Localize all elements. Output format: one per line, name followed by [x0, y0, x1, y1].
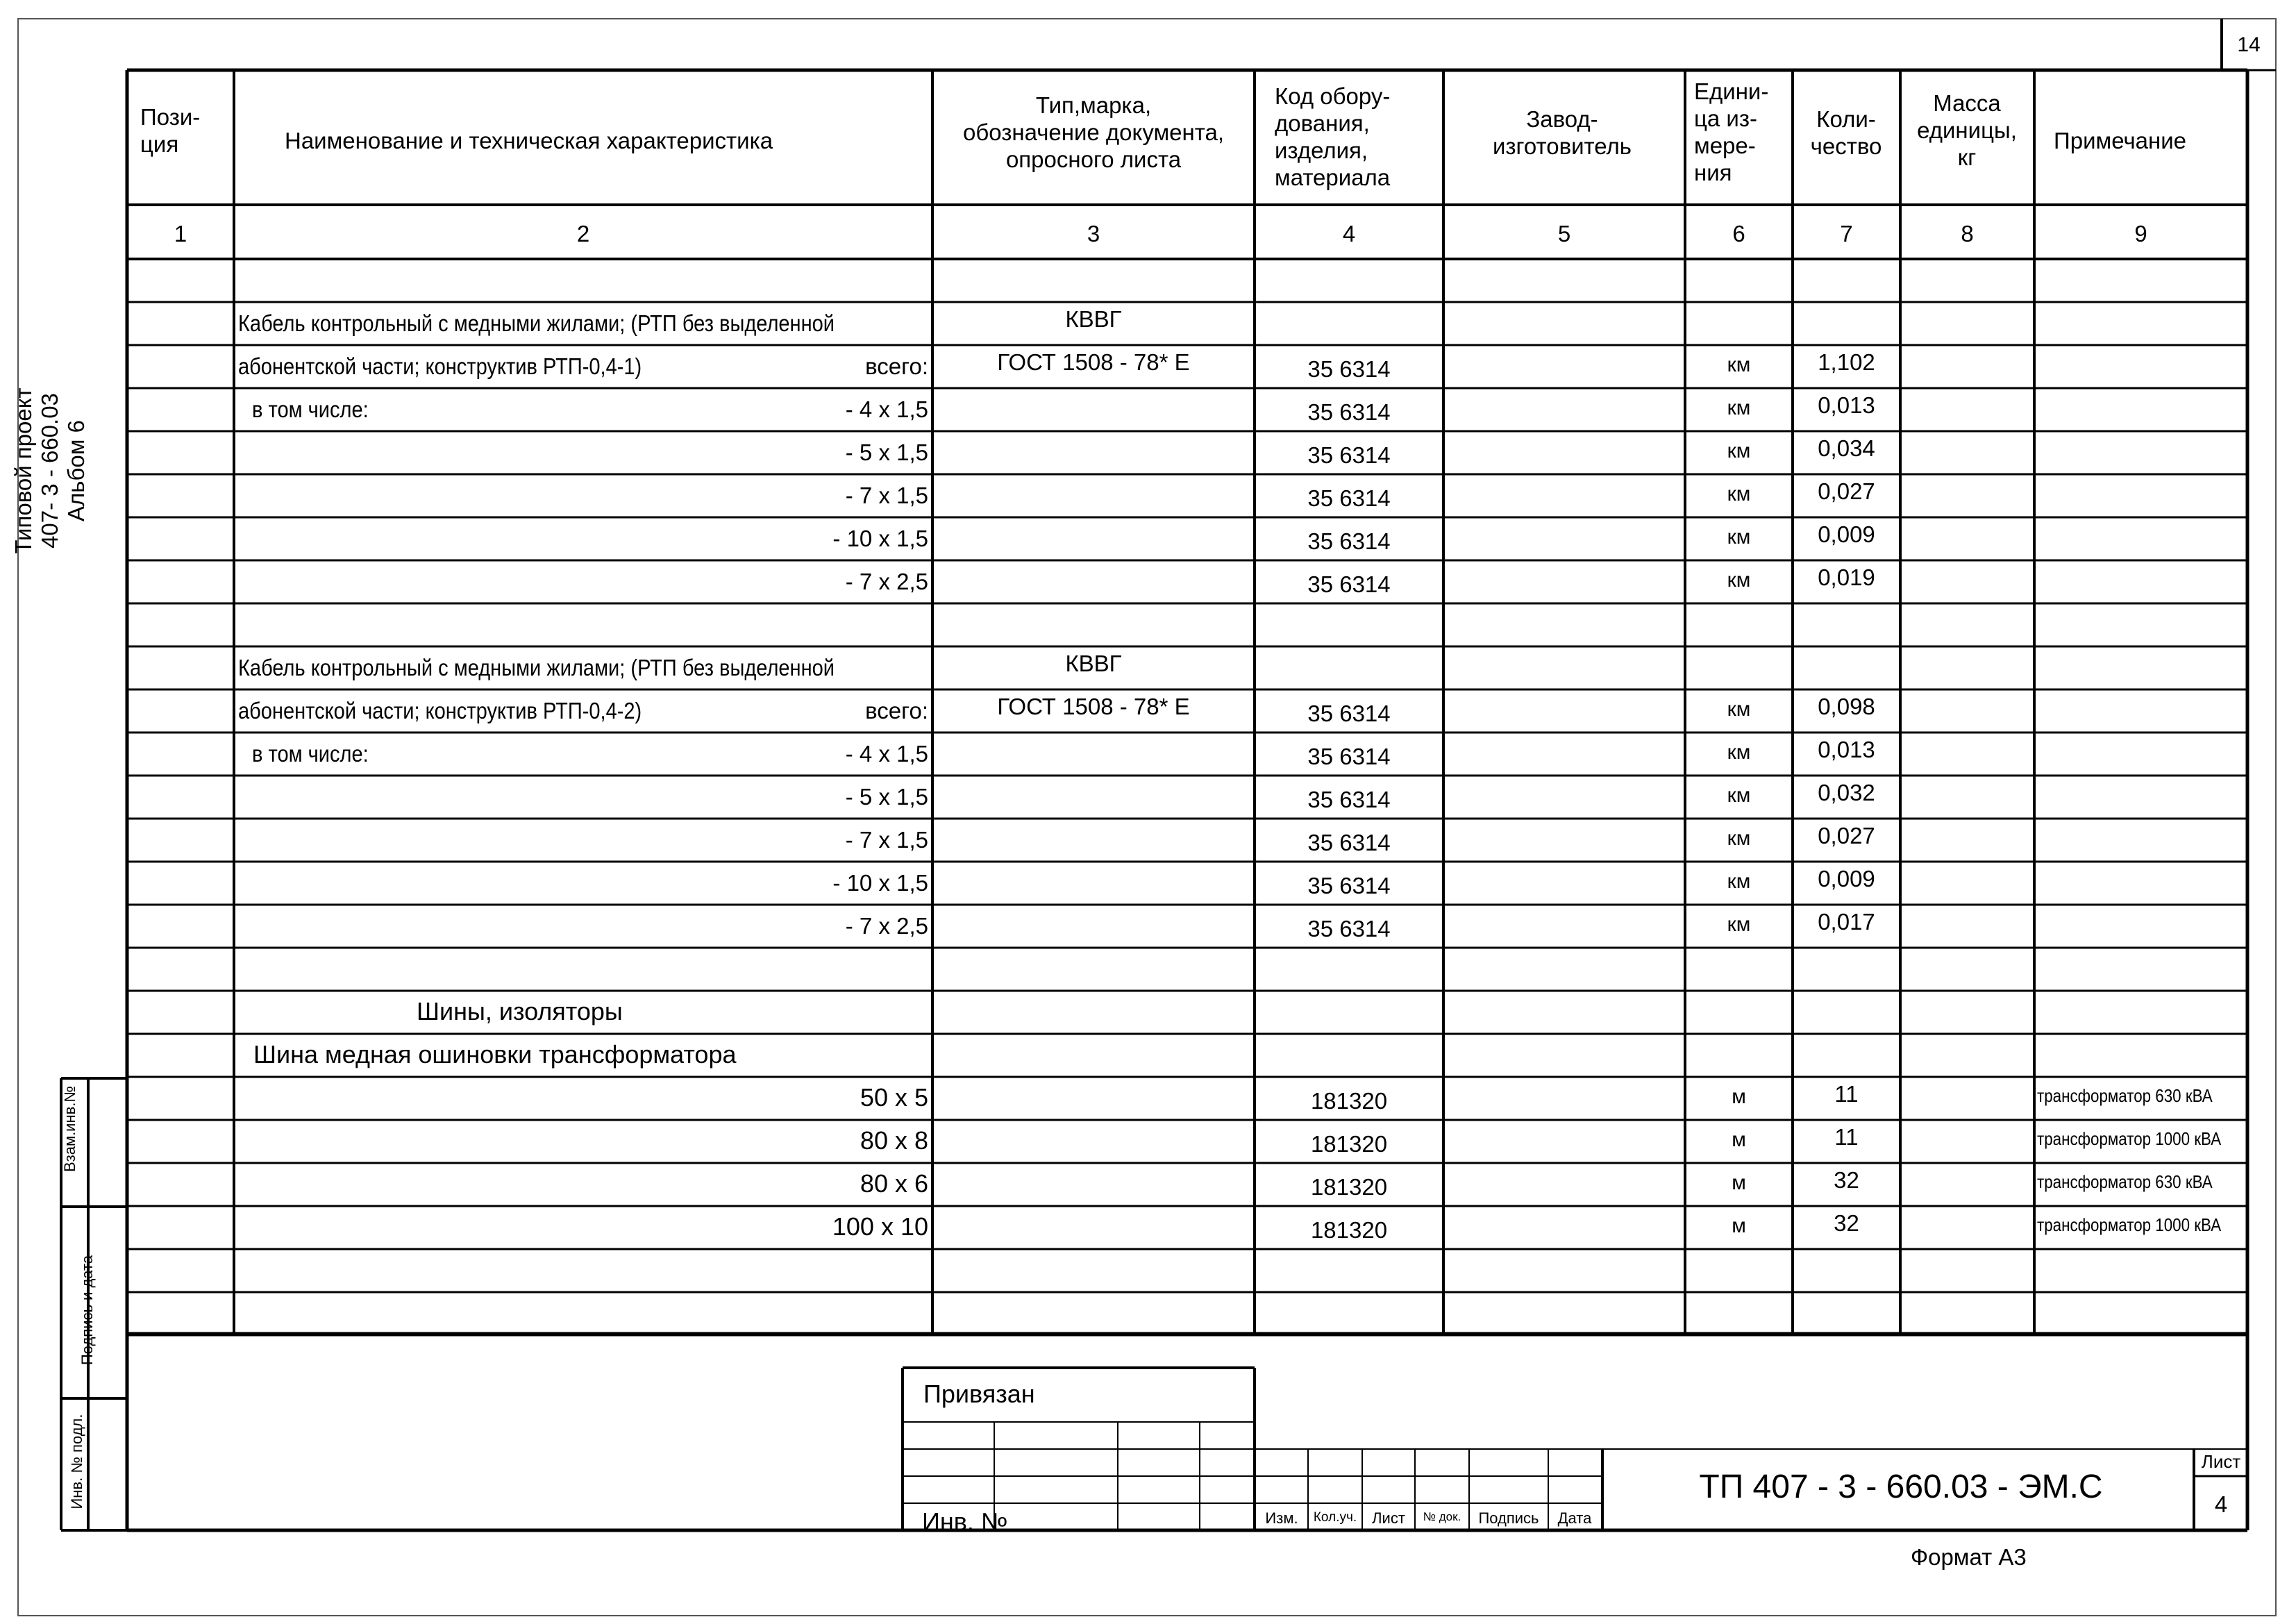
- col-number: 4: [1342, 221, 1356, 246]
- rev-header-doc: № док.: [1423, 1510, 1461, 1523]
- item-note: трансформатор 630 кВА: [2037, 1085, 2213, 1106]
- item-type: ГОСТ 1508 - 78* Е: [997, 694, 1190, 719]
- rev-header-kol-uch: Кол.уч.: [1313, 1510, 1357, 1525]
- item-type: КВВГ: [1065, 306, 1122, 332]
- item-spec: 80 х 6: [860, 1169, 928, 1198]
- item-unit: км: [1727, 913, 1751, 936]
- header-manufacturer: Завод- изготовитель: [1492, 106, 1632, 159]
- item-code: 181320: [1310, 1174, 1388, 1200]
- item-note: трансформатор 1000 кВА: [2037, 1128, 2222, 1149]
- item-code: 35 6314: [1307, 830, 1391, 855]
- header-mass: Масса единицы, кг: [1917, 90, 2017, 170]
- item-quantity: 32: [1834, 1167, 1859, 1193]
- header-quantity: Коли- чество: [1810, 106, 1882, 159]
- item-note: трансформатор 1000 кВА: [2037, 1214, 2222, 1235]
- item-quantity: 0,027: [1818, 823, 1875, 848]
- item-name: в том числе:: [252, 396, 369, 422]
- col-number: 7: [1840, 221, 1853, 246]
- col-number: 3: [1087, 221, 1100, 246]
- item-spec: - 4 х 1,5: [845, 396, 928, 422]
- item-name: в том числе:: [252, 741, 369, 767]
- item-unit: км: [1727, 698, 1751, 721]
- privyazan-label: Привязан: [923, 1380, 1035, 1408]
- item-unit: км: [1727, 483, 1751, 505]
- item-spec: 50 х 5: [860, 1083, 928, 1112]
- item-spec: 80 х 8: [860, 1126, 928, 1155]
- item-code: 181320: [1310, 1131, 1388, 1157]
- item-spec: - 7 х 2,5: [845, 913, 928, 939]
- list-label: Лист: [2201, 1451, 2241, 1472]
- format-label: Формат А3: [1911, 1544, 2027, 1570]
- item-unit: км: [1727, 526, 1751, 549]
- item-spec: - 10 х 1,5: [832, 870, 928, 896]
- podpis-data-label: Подпись и дата: [78, 1255, 96, 1366]
- item-quantity: 32: [1834, 1210, 1859, 1236]
- list-number: 4: [2214, 1491, 2228, 1517]
- rev-header-list: Лист: [1372, 1509, 1405, 1527]
- item-note: трансформатор 630 кВА: [2037, 1171, 2213, 1192]
- item-unit: км: [1727, 741, 1751, 764]
- item-unit: км: [1727, 396, 1751, 419]
- col-number: 2: [576, 221, 590, 246]
- rev-header-date: Дата: [1557, 1509, 1592, 1527]
- header-unit: Едини- ца из- мере- ния: [1694, 78, 1769, 185]
- item-spec: - 4 х 1,5: [845, 741, 928, 767]
- item-quantity: 0,034: [1818, 435, 1875, 461]
- rev-header-signature: Подпись: [1478, 1509, 1539, 1527]
- item-spec: - 7 х 1,5: [845, 827, 928, 853]
- item-code: 35 6314: [1307, 442, 1391, 468]
- section-title: Шины, изоляторы: [417, 997, 623, 1026]
- project-line-1: Типовой проект: [10, 387, 36, 554]
- header-note: Примечание: [2054, 128, 2187, 153]
- item-unit: км: [1727, 569, 1751, 592]
- item-type: КВВГ: [1065, 651, 1122, 676]
- item-spec: - 5 х 1,5: [845, 440, 928, 465]
- col-number: 5: [1557, 221, 1571, 246]
- item-spec: - 7 х 2,5: [845, 569, 928, 594]
- col-number: 6: [1732, 221, 1745, 246]
- item-code: 35 6314: [1307, 528, 1391, 554]
- sheet-corner-number: 14: [2237, 33, 2261, 56]
- col-number: 9: [2134, 221, 2147, 246]
- item-spec: всего:: [865, 698, 928, 723]
- item-quantity: 0,027: [1818, 478, 1875, 504]
- item-quantity: 0,019: [1818, 564, 1875, 590]
- item-quantity: 0,032: [1818, 780, 1875, 805]
- item-quantity: 0,009: [1818, 866, 1875, 891]
- header-type: Тип,марка, обозначение документа, опросного листа: [962, 92, 1225, 172]
- item-spec: - 7 х 1,5: [845, 483, 928, 508]
- item-unit: м: [1732, 1171, 1746, 1194]
- col-number: 1: [174, 221, 187, 246]
- item-type: ГОСТ 1508 - 78* Е: [997, 349, 1190, 375]
- item-code: 35 6314: [1307, 571, 1391, 597]
- item-spec: 100 х 10: [832, 1212, 928, 1241]
- item-quantity: 0,013: [1818, 737, 1875, 762]
- item-quantity: 11: [1834, 1081, 1859, 1107]
- item-code: 35 6314: [1307, 873, 1391, 898]
- item-quantity: 0,098: [1818, 694, 1875, 719]
- header-code: Код обору- дования, изделия, материала: [1275, 83, 1391, 190]
- item-code: 35 6314: [1307, 356, 1391, 382]
- document-designation: ТП 407 - 3 - 660.03 - ЭМ.С: [1699, 1468, 2103, 1505]
- vzam-inv-label: Взам.инв.№: [61, 1085, 78, 1173]
- item-unit: м: [1732, 1085, 1746, 1108]
- project-side-label: [10, 353, 101, 589]
- col-number: 8: [1961, 221, 1974, 246]
- item-quantity: 0,013: [1818, 392, 1875, 418]
- item-quantity: 0,017: [1818, 909, 1875, 935]
- project-line-3: Альбом 6: [62, 420, 89, 521]
- project-line-2: 407- 3 - 660.03: [36, 393, 62, 549]
- item-spec: - 10 х 1,5: [832, 526, 928, 551]
- item-name: абонентской части; конструктив РТП-0,4-2): [238, 698, 642, 723]
- inv-no-label: Инв. №: [922, 1507, 1008, 1536]
- item-unit: км: [1727, 784, 1751, 807]
- item-code: 181320: [1310, 1088, 1388, 1114]
- item-quantity: 1,102: [1818, 349, 1875, 375]
- item-spec: - 5 х 1,5: [845, 784, 928, 810]
- item-code: 35 6314: [1307, 787, 1391, 812]
- item-unit: км: [1727, 353, 1751, 376]
- item-code: 35 6314: [1307, 701, 1391, 726]
- item-unit: м: [1732, 1214, 1746, 1237]
- item-name: абонентской части; конструктив РТП-0,4-1): [238, 353, 642, 379]
- item-code: 181320: [1310, 1217, 1388, 1243]
- item-unit: м: [1732, 1128, 1746, 1151]
- item-quantity: 0,009: [1818, 521, 1875, 547]
- inv-podl-label: Инв. № подл.: [68, 1414, 85, 1509]
- header-position: Пози- ция: [140, 104, 201, 157]
- item-code: 35 6314: [1307, 485, 1391, 511]
- item-code: 35 6314: [1307, 916, 1391, 941]
- rev-header-izm: Изм.: [1265, 1509, 1298, 1527]
- item-spec: всего:: [865, 353, 928, 379]
- item-name: Кабель контрольный с медными жилами; (РТП без выделенной: [238, 310, 835, 336]
- item-code: 35 6314: [1307, 744, 1391, 769]
- item-unit: км: [1727, 827, 1751, 850]
- item-unit: км: [1727, 870, 1751, 893]
- subtitle: Шина медная ошиновки трансформатора: [253, 1040, 737, 1069]
- item-quantity: 11: [1834, 1124, 1859, 1150]
- item-name: Кабель контрольный с медными жилами; (РТП без выделенной: [238, 655, 835, 680]
- header-name: Наименование и техническая характеристика: [285, 128, 773, 153]
- item-code: 35 6314: [1307, 399, 1391, 425]
- item-unit: км: [1727, 440, 1751, 462]
